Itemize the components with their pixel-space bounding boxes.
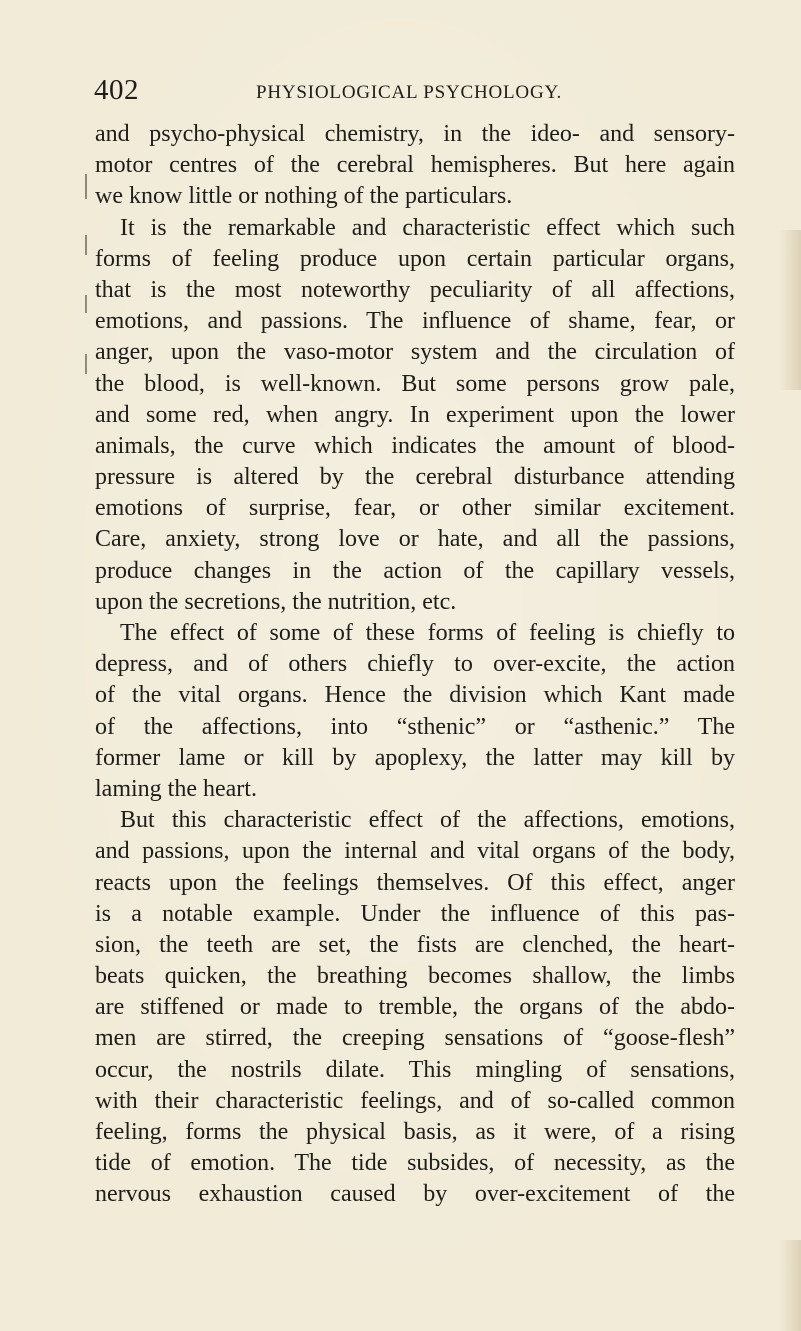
page-number: 402 [94,74,139,106]
body-text [95,119,735,1211]
margin-pencil-mark [85,235,87,255]
text-line: motor centres of the cerebral hemispheres. But here again [95,152,735,179]
text-line: and psycho-physical chemistry, in the ideo- and sensory- [95,121,735,147]
text-line: are stiffened or made to tremble, the organs of the abdo- [95,994,735,1021]
text-line: former lame or kill by apoplexy, the latter may kill by [95,744,735,771]
text-line: anger, upon the vaso-motor system and the circulation of [95,339,735,366]
text-line: It is the remarkable and characteristic effect which such [120,214,735,241]
text-line: But this characteristic effect of the affections, emotions, [120,807,735,834]
text-line: reacts upon the feelings themselves. Of this effect, anger [95,869,735,896]
text-line: is a notable example. Under the influence of this pas- [95,900,735,927]
text-line: men are stirred, the creeping sensations of “goose-flesh” [95,1025,735,1052]
margin-pencil-mark [85,354,87,374]
text-line: produce changes in the action of the capillary vessels, [95,557,735,584]
text-line: depress, and of others chiefly to over-excite, the action [95,651,735,678]
text-line: we know little or nothing of the particulars. [95,183,513,210]
text-line: occur, the nostrils dilate. This mingling of sensations, [95,1056,735,1083]
text-line: emotions of surprise, fear, or other similar excitement. [95,495,735,522]
running-title: PHYSIOLOGICAL PSYCHOLOGY. [256,82,563,103]
text-line: emotions, and passions. The influence of shame, fear, or [95,308,735,335]
text-line: that is the most noteworthy peculiarity of all affections, [95,276,735,303]
text-line: Care, anxiety, strong love or hate, and all the passions, [95,526,735,553]
text-line: of the affections, into “sthenic” or “asthenic.” The [95,713,735,740]
page-edge-stain [779,230,801,390]
text-line: forms of feeling produce upon certain particular organs, [95,245,735,272]
text-line: sion, the teeth are set, the fists are clenched, the heart- [95,931,735,958]
margin-pencil-mark [85,174,87,199]
page-edge-stain [779,1240,801,1331]
text-line: nervous exhaustion caused by over-excitement of the [95,1181,735,1208]
text-line: pressure is altered by the cerebral disturbance attending [95,464,735,491]
text-line: feeling, forms the physical basis, as it were, of a rising [95,1119,735,1145]
text-line: the blood, is well-known. But some persons grow pale, [95,370,735,397]
text-line: upon the secretions, the nutrition, etc. [95,588,457,615]
text-line: of the vital organs. Hence the division which Kant made [95,682,735,709]
page-header [94,76,734,110]
text-line: and passions, upon the internal and vital organs of the body, [95,838,735,865]
text-line: The effect of some of these forms of feeling is chiefly to [120,620,735,646]
text-line: animals, the curve which indicates the amount of blood- [95,432,735,459]
text-line: laming the heart. [95,775,257,802]
margin-pencil-mark [85,295,87,313]
text-line: and some red, when angry. In experiment upon the lower [95,401,735,428]
text-line: beats quicken, the breathing becomes shallow, the limbs [95,963,735,990]
text-line: with their characteristic feelings, and of so-called common [95,1087,735,1114]
text-line: tide of emotion. The tide subsides, of necessity, as the [95,1150,735,1177]
